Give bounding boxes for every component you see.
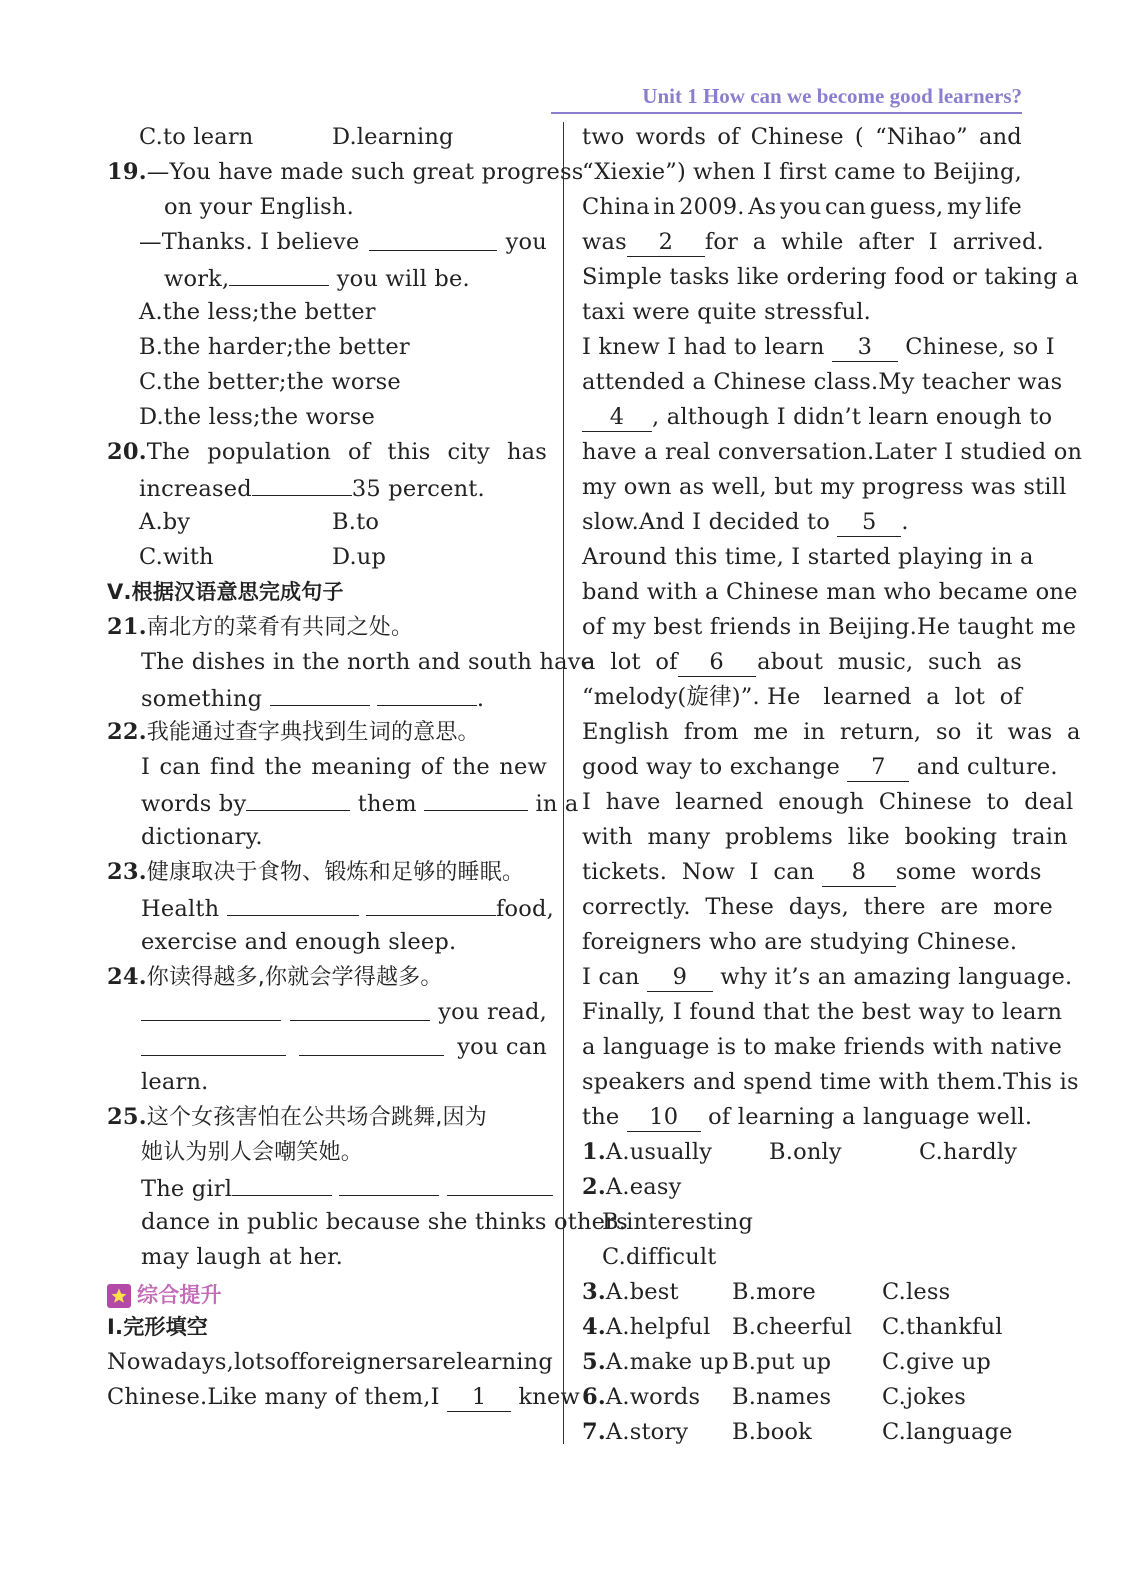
q19-text: work,: [164, 266, 230, 292]
passage-text: a language is to make friends with native: [582, 1034, 1063, 1060]
q24-text: you read,: [438, 999, 547, 1025]
q19-text: you: [505, 229, 547, 255]
passage-word: 2009.: [679, 194, 745, 220]
q19-text: you will be.: [336, 266, 470, 292]
choice-number: 5.: [582, 1349, 606, 1375]
q22-word: the: [264, 754, 302, 780]
q23-cn: [107, 855, 547, 890]
option-c: C.with: [139, 544, 214, 570]
passage-text: Around this time, I started playing in a: [582, 544, 1034, 570]
choice-row-2c: [582, 1240, 1022, 1275]
passage-word: foreigners: [298, 1349, 419, 1375]
passage-text: and culture.: [916, 754, 1058, 780]
answer-blank[interactable]: [290, 995, 430, 1021]
numbered-blank-7[interactable]: 7: [847, 752, 909, 782]
column-divider: [563, 122, 564, 1444]
question-number: 20.: [107, 439, 147, 465]
q23-text: food,: [496, 896, 554, 922]
option-text: A.the less;the better: [139, 299, 376, 325]
q22-cn: [107, 715, 547, 750]
choice-row-5: [582, 1345, 1022, 1380]
chinese-prompt: 她认为别人会嘲笑她。: [141, 1140, 364, 1165]
p2-line6: [582, 505, 1022, 540]
q21-text: something: [141, 686, 263, 712]
p5-line5: [582, 1100, 1033, 1135]
passage-word: “Xiexie”): [582, 159, 686, 185]
q25-line1: [107, 1170, 547, 1205]
p1-line3: [582, 190, 1022, 225]
choice-a: A.usually: [605, 1139, 713, 1165]
star-icon: [107, 1284, 131, 1308]
q25-cn2: [107, 1135, 547, 1170]
passage-text: why it’s an amazing language.: [720, 964, 1073, 990]
passage-text: Chinese, so I: [905, 334, 1055, 360]
passage-text: Simple tasks like ordering food or taking a: [582, 264, 1079, 290]
q22-word: of: [420, 754, 444, 780]
q20-word: has: [506, 439, 547, 465]
passage-text: slow.And I decided to: [582, 509, 830, 535]
passage-word: China: [582, 194, 650, 220]
passage-text: was: [582, 229, 627, 255]
passage-text: taxi were quite stressful.: [582, 299, 872, 325]
choice-row-2a: [582, 1170, 1022, 1205]
q24-text: learn.: [141, 1069, 209, 1095]
numbered-blank-4[interactable]: 4: [582, 402, 652, 432]
numbered-blank-3[interactable]: 3: [832, 332, 898, 362]
q22-word: meaning: [311, 754, 412, 780]
choice-b: B.put up: [732, 1349, 832, 1375]
passage-word: you: [780, 194, 822, 220]
option-a: A.by: [139, 509, 191, 535]
p4-line3: [582, 855, 1042, 890]
numbered-blank-8[interactable]: 8: [822, 857, 896, 887]
passage-word: can: [825, 194, 867, 220]
choice-c: C.thankful: [882, 1314, 1003, 1340]
p2-line4: [582, 435, 1083, 470]
question-number: 22.: [107, 719, 147, 745]
passage-text: the: [582, 1104, 620, 1130]
choice-c: C.jokes: [882, 1384, 966, 1410]
answer-blank[interactable]: [229, 260, 329, 286]
q22-line3: [107, 820, 547, 855]
passage-text: foreigners who are studying Chinese.: [582, 929, 1018, 955]
passage-word: (: [854, 124, 864, 150]
passage-text: , although I didn’t learn enough to: [652, 404, 1053, 430]
choice-c: C.difficult: [602, 1244, 717, 1270]
q20-options-cd: [107, 540, 547, 575]
choice-c: C.less: [882, 1279, 951, 1305]
q22-word: can: [159, 754, 201, 780]
q20-line2: [107, 470, 547, 505]
q20-word: this: [387, 439, 431, 465]
answer-blank[interactable]: [377, 680, 477, 706]
q25-cn1: [107, 1100, 547, 1135]
section-title: 根据汉语意思完成句子: [131, 580, 344, 604]
q24-line1: [107, 995, 547, 1030]
question-number: 19.: [107, 159, 147, 185]
choice-a: A.make up: [605, 1349, 729, 1375]
p1-line5: [582, 260, 1079, 295]
p3-line1: [582, 540, 1034, 575]
passage-word: two: [582, 124, 625, 150]
q19-text: —Thanks. I believe: [139, 229, 360, 255]
choice-row-7: [582, 1415, 1022, 1450]
q21-cn: [107, 610, 547, 645]
passage-text: band with a Chinese man who became one: [582, 579, 1078, 605]
p4-line4: [582, 890, 1053, 925]
q19-option-b: [107, 330, 547, 365]
answer-blank[interactable]: [447, 1170, 553, 1196]
q19-option-d: [107, 400, 547, 435]
choice-c: C.give up: [882, 1349, 992, 1375]
passage-text: some words: [895, 859, 1042, 885]
q24-text: you can: [457, 1034, 547, 1060]
answer-blank[interactable]: [252, 470, 352, 496]
choice-number: 6.: [582, 1384, 606, 1410]
passage-text: I knew I had to learn: [582, 334, 825, 360]
p1-line4: [582, 225, 1044, 260]
question-number: 25.: [107, 1104, 147, 1130]
choice-a: A.easy: [605, 1174, 682, 1200]
choice-row-6: [582, 1380, 1022, 1415]
unit-header: [551, 84, 1022, 114]
passage-word: life: [985, 194, 1022, 220]
chinese-prompt: 健康取决于食物、锻炼和足够的睡眠。: [146, 860, 525, 885]
answer-blank[interactable]: [232, 1170, 332, 1196]
option-d: D.learning: [332, 124, 454, 150]
q25-text: dance in public because she thinks others: [141, 1209, 628, 1235]
chinese-prompt: 我能通过查字典找到生词的意思。: [146, 720, 480, 745]
p1-line2: [582, 155, 1022, 190]
choice-b: B.more: [732, 1279, 816, 1305]
right-column: [582, 120, 1083, 1450]
q19-option-a: [107, 295, 547, 330]
numbered-blank-9[interactable]: 9: [647, 962, 713, 992]
answer-blank[interactable]: [366, 890, 496, 916]
choice-c: C.hardly: [919, 1139, 1018, 1165]
answer-blank[interactable]: [141, 1030, 286, 1056]
choice-a: A.story: [605, 1419, 689, 1445]
passage-text: Finally, I found that the best way to learn: [582, 999, 1063, 1025]
q22-word: new: [499, 754, 547, 780]
answer-blank[interactable]: [299, 1030, 444, 1056]
question-number: 24.: [107, 964, 147, 990]
option-c: C.to learn: [139, 124, 254, 150]
q19-text: —You have made such great progress: [146, 159, 584, 185]
passage-word: came: [834, 159, 896, 185]
passage-word: in: [653, 194, 676, 220]
passage-word: Nowadays,: [107, 1349, 234, 1375]
answer-blank[interactable]: [339, 1170, 439, 1196]
choice-number: 4.: [582, 1314, 606, 1340]
chinese-prompt: 你读得越多,你就会学得越多。: [146, 965, 443, 990]
option-text: D.the less;the worse: [139, 404, 375, 430]
option-b: B.to: [332, 509, 380, 535]
numbered-blank-5[interactable]: 5: [837, 507, 901, 537]
passage-text: knew: [518, 1384, 580, 1410]
option-text: C.the better;the worse: [139, 369, 401, 395]
passage-text: with many problems like booking train: [582, 824, 1068, 850]
passage-word: of: [717, 124, 740, 150]
choice-a: A.words: [605, 1384, 701, 1410]
q19-option-c: [107, 365, 547, 400]
section-badge: [107, 1275, 547, 1310]
p2-line1: [582, 330, 1055, 365]
q22-line2: [107, 785, 579, 820]
passage-text: attended a Chinese class.My teacher was: [582, 369, 1063, 395]
passage-text: “melody(旋律)”. He: [582, 684, 801, 710]
choice-b: B.only: [769, 1139, 842, 1165]
p5-line2: [582, 995, 1063, 1030]
numbered-blank-6[interactable]: 6: [678, 647, 756, 677]
p4-line2: [582, 820, 1068, 855]
q25-text: The girl: [141, 1176, 233, 1202]
q19-line1: [107, 155, 584, 190]
p3-line4: [582, 645, 1022, 680]
choice-a: A.helpful: [605, 1314, 711, 1340]
passage-word: guess,: [869, 194, 944, 220]
q23-line1: [107, 890, 554, 925]
p3-line5: [582, 680, 1022, 715]
q20-word: of: [348, 439, 371, 465]
passage-word: lots: [233, 1349, 277, 1375]
question-number: 23.: [107, 859, 147, 885]
section-roman: Ⅰ.: [107, 1315, 124, 1339]
q20-line1: [107, 435, 547, 470]
passage-text: have a real conversation.Later I studied on: [582, 439, 1083, 465]
choice-a: A.best: [605, 1279, 679, 1305]
section-roman: Ⅴ.: [107, 580, 132, 604]
section-1-heading: [107, 1310, 547, 1345]
passage-word: to: [902, 159, 926, 185]
q22-text: in a: [535, 791, 579, 817]
option-text: B.the harder;the better: [139, 334, 410, 360]
p2-line2: [582, 365, 1063, 400]
q25-line3: [107, 1240, 547, 1275]
choice-b: B.cheerful: [732, 1314, 853, 1340]
passage-word: my: [947, 194, 982, 220]
p3-line2: [582, 575, 1078, 610]
choice-number: 7.: [582, 1419, 606, 1445]
passage-text: English from me in return, so it was a: [582, 719, 1081, 745]
numbered-blank-1[interactable]: 1: [447, 1382, 511, 1412]
passage-word: are: [418, 1349, 457, 1375]
q18-options-cd: [107, 120, 547, 155]
section-title: 完形填空: [123, 1315, 209, 1339]
choice-row-3: [582, 1275, 1022, 1310]
passage-word: words: [635, 124, 707, 150]
q22-text: them: [357, 791, 417, 817]
p2-line3: [582, 400, 1053, 435]
answer-blank[interactable]: [246, 785, 350, 811]
passage-text: tickets. Now I can: [582, 859, 815, 885]
q25-line2: [107, 1205, 628, 1240]
choice-b: B.interesting: [602, 1209, 754, 1235]
q19-line3: [107, 225, 547, 260]
choice-number: 3.: [582, 1279, 606, 1305]
p4-line1: [582, 785, 1074, 820]
passage-word: Chinese: [750, 124, 844, 150]
answer-blank[interactable]: [270, 680, 370, 706]
unit-title: Unit 1 How can we become good learners?: [642, 84, 1022, 108]
q24-line3: [107, 1065, 547, 1100]
passage-text: .: [901, 509, 909, 535]
q22-line1: [107, 750, 547, 785]
passage-word: I: [762, 159, 772, 185]
q23-text: Health: [141, 896, 220, 922]
passage-word: of: [276, 1349, 299, 1375]
passage-line2: [107, 1380, 580, 1415]
choice-b: B.names: [732, 1384, 832, 1410]
passage-text: for a while after I arrived.: [704, 229, 1044, 255]
passage-word: As: [748, 194, 777, 220]
answer-blank[interactable]: [227, 890, 359, 916]
choice-row-4: [582, 1310, 1022, 1345]
p3-line3: [582, 610, 1077, 645]
q22-word: the: [452, 754, 490, 780]
passage-text: I have learned enough Chinese to deal: [582, 789, 1074, 815]
answer-blank[interactable]: [369, 225, 497, 251]
passage-text: learned a lot of: [823, 684, 1022, 710]
passage-word: first: [779, 159, 827, 185]
p5-line3: [582, 1030, 1063, 1065]
q22-word: find: [209, 754, 256, 780]
section-5-heading: [107, 575, 547, 610]
p1-line1: [582, 120, 1022, 155]
numbered-blank-10[interactable]: 10: [627, 1102, 701, 1132]
passage-text: good way to exchange: [582, 754, 841, 780]
passage-text: a lot of: [582, 649, 678, 675]
answer-blank[interactable]: [424, 785, 528, 811]
passage-text: my own as well, but my progress was still: [582, 474, 1067, 500]
numbered-blank-2[interactable]: 2: [627, 227, 705, 257]
passage-text: speakers and spend time with them.This is: [582, 1069, 1079, 1095]
p1-line6: [582, 295, 1022, 330]
q25-text: may laugh at her.: [141, 1244, 344, 1270]
p5-line1: [582, 960, 1073, 995]
p3-line7: [582, 750, 1058, 785]
passage-word: Beijing,: [933, 159, 1022, 185]
chinese-prompt: 这个女孩害怕在公共场合跳舞,因为: [146, 1105, 487, 1130]
passage-text: of my best friends in Beijing.He taught me: [582, 614, 1077, 640]
p2-line5: [582, 470, 1067, 505]
p5-line4: [582, 1065, 1079, 1100]
option-d: D.up: [332, 544, 387, 570]
q20-options-ab: [107, 505, 547, 540]
passage-word: “Nihao”: [875, 124, 968, 150]
passage-text: correctly. These days, there are more: [582, 894, 1053, 920]
answer-blank[interactable]: [141, 995, 281, 1021]
choice-number: 2.: [582, 1174, 606, 1200]
q19-text: on your English.: [164, 194, 354, 220]
choice-b: B.book: [732, 1419, 813, 1445]
choice-row-2b: [582, 1205, 1022, 1240]
q20-text: increased: [139, 476, 252, 502]
passage-word: and: [979, 124, 1022, 150]
q21-text: The dishes in the north and south have: [141, 649, 595, 675]
badge: [107, 1278, 222, 1313]
passage-text: about music, such as: [757, 649, 1022, 675]
q20-word: population: [207, 439, 331, 465]
question-number: 21.: [107, 614, 147, 640]
p3-line6: [582, 715, 1081, 750]
passage-text: of learning a language well.: [708, 1104, 1033, 1130]
p4-line5: [582, 925, 1022, 960]
choice-row-1: [582, 1135, 1022, 1170]
passage-word: learning: [456, 1349, 553, 1375]
q22-text: words by: [141, 791, 247, 817]
q21-line1: [107, 645, 595, 680]
q21-line2: [107, 680, 547, 715]
q24-cn: [107, 960, 547, 995]
passage-line1: [107, 1345, 553, 1380]
q19-line4: [107, 260, 547, 295]
q22-word: I: [141, 754, 151, 780]
passage-word: when: [693, 159, 756, 185]
passage-text: I can: [582, 964, 640, 990]
chinese-prompt: 南北方的菜肴有共同之处。: [146, 615, 414, 640]
q20-word: city: [447, 439, 490, 465]
choice-number: 1.: [582, 1139, 606, 1165]
q20-word: The: [146, 439, 191, 465]
badge-label: 综合提升: [137, 1283, 222, 1307]
q20-text: 35 percent.: [351, 476, 485, 502]
q24-line2: [107, 1030, 547, 1065]
passage-text: Chinese.Like many of them,I: [107, 1384, 440, 1410]
q22-text: dictionary.: [141, 824, 263, 850]
q21-text: .: [476, 686, 485, 712]
q19-line2: [107, 190, 547, 225]
q23-text: exercise and enough sleep.: [141, 929, 457, 955]
choice-c: C.language: [882, 1419, 1013, 1445]
q23-line2: [107, 925, 547, 960]
